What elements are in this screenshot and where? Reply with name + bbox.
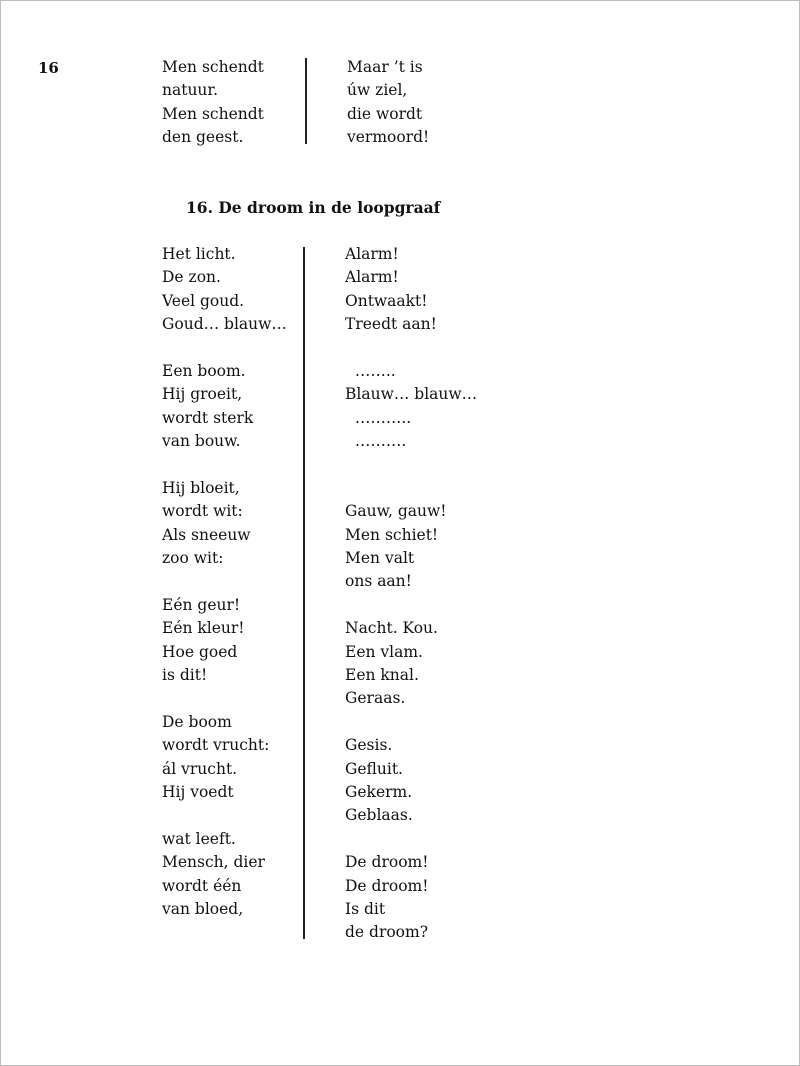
verse-line: wordt één xyxy=(162,876,242,895)
verse-line: Mensch, dier xyxy=(162,853,265,872)
verse-line: Is dit xyxy=(345,899,386,918)
verse-line: Gesis. xyxy=(345,736,393,755)
verse-line: De zon. xyxy=(162,268,221,287)
top-poem-divider xyxy=(305,58,307,144)
verse-line: vermoord! xyxy=(347,128,430,147)
verse-line: De boom xyxy=(162,712,232,731)
stanza-break xyxy=(345,828,477,851)
verse-line: Men schendt xyxy=(162,104,264,123)
stanza-break xyxy=(345,477,477,500)
verse-line: úw ziel, xyxy=(347,81,408,100)
verse-line: ál vrucht. xyxy=(162,759,238,778)
verse-line: Goud… blauw… xyxy=(162,315,287,334)
poem-left-column xyxy=(162,243,287,921)
stanza-break xyxy=(162,570,287,593)
verse-line: De droom! xyxy=(345,853,429,872)
verse-line: Geblaas. xyxy=(345,806,413,825)
verse-line: Eén kleur! xyxy=(162,619,245,638)
verse-line: Veel goud. xyxy=(162,291,245,310)
verse-line: De droom! xyxy=(345,876,429,895)
top-poem-left-column xyxy=(162,56,264,150)
verse-line: de droom? xyxy=(345,923,429,942)
verse-line: ……….. xyxy=(345,408,412,427)
stanza-break xyxy=(162,804,287,827)
verse-line: Eén geur! xyxy=(162,595,241,614)
verse-line: Men valt xyxy=(345,549,415,568)
stanza-break xyxy=(162,687,287,710)
verse-line: is dit! xyxy=(162,666,208,685)
verse-line: Alarm! xyxy=(345,268,399,287)
verse-line: Een knal. xyxy=(345,666,419,685)
verse-line: zoo wit: xyxy=(162,549,224,568)
poem-title: 16. De droom in de loopgraaf xyxy=(186,198,441,217)
verse-line: wat leeft. xyxy=(162,829,236,848)
poem-divider xyxy=(303,247,305,939)
verse-line: van bouw. xyxy=(162,432,241,451)
verse-line: die wordt xyxy=(347,104,423,123)
verse-line: ons aan! xyxy=(345,572,412,591)
verse-line: …….. xyxy=(345,361,396,380)
verse-line: Het licht. xyxy=(162,245,236,263)
verse-line: Gauw, gauw! xyxy=(345,502,447,521)
verse-line: Hoe goed xyxy=(162,642,238,661)
verse-line: Als sneeuw xyxy=(162,525,251,544)
page-number: 16 xyxy=(38,59,59,77)
stanza-break xyxy=(345,454,477,477)
top-poem-right-column xyxy=(347,56,429,150)
verse-line: natuur. xyxy=(162,81,219,100)
verse-line: wordt wit: xyxy=(162,502,243,521)
verse-line: Hij voedt xyxy=(162,782,234,801)
verse-line: Geraas. xyxy=(345,689,406,708)
verse-line: Hij groeit, xyxy=(162,385,243,404)
verse-line: Nacht. Kou. xyxy=(345,619,438,638)
stanza-break xyxy=(162,454,287,477)
poem-right-column xyxy=(345,243,477,945)
verse-line: Alarm! xyxy=(345,245,399,263)
verse-line: Gekerm. xyxy=(345,782,413,801)
verse-line: Blauw… blauw… xyxy=(345,385,478,404)
verse-line: Treedt aan! xyxy=(345,315,437,334)
verse-line: Men schiet! xyxy=(345,525,439,544)
stanza-break xyxy=(345,711,477,734)
stanza-break xyxy=(345,594,477,617)
verse-line: van bloed, xyxy=(162,899,244,918)
stanza-break xyxy=(162,337,287,360)
verse-line: Een vlam. xyxy=(345,642,423,661)
verse-line: ………. xyxy=(345,432,407,451)
verse-line: Men schendt xyxy=(162,58,264,76)
verse-line: Hij bloeit, xyxy=(162,478,240,497)
verse-line: Maar ’t is xyxy=(347,58,423,76)
verse-line: den geest. xyxy=(162,128,244,147)
verse-line: wordt vrucht: xyxy=(162,736,270,755)
verse-line: wordt sterk xyxy=(162,408,254,427)
stanza-break xyxy=(345,337,477,360)
verse-line: Gefluit. xyxy=(345,759,403,778)
verse-line: Ontwaakt! xyxy=(345,291,428,310)
verse-line: Een boom. xyxy=(162,361,246,380)
